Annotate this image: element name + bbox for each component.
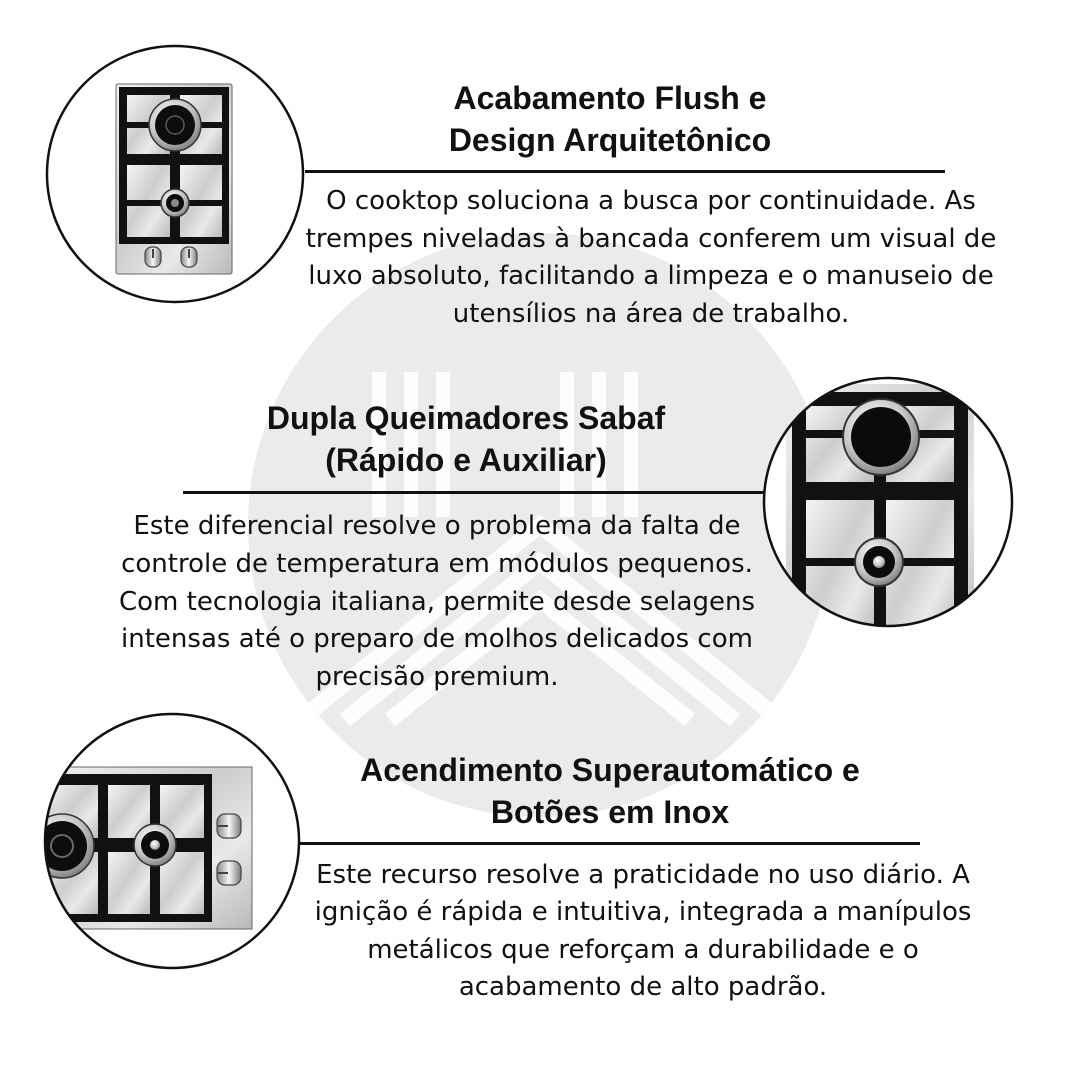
feature-3-heading-line: Acendimento Superautomático e — [360, 752, 860, 788]
feature-2-description — [90, 508, 784, 697]
feature-3-description — [292, 857, 994, 1007]
burner-large — [30, 814, 94, 878]
feature-1-description-line: trempes niveladas à bancada conferem um visual de — [305, 223, 997, 254]
burner-rapid — [843, 399, 919, 475]
cooktop-top-view — [116, 84, 232, 274]
feature-1-description-line: luxo absoluto, facilitando a limpeza e o manuseio de — [308, 261, 994, 292]
feature-1-heading-line: Acabamento Flush e — [453, 80, 767, 116]
control-knob — [145, 247, 161, 267]
control-knob — [217, 814, 241, 838]
feature-1-image — [47, 46, 303, 302]
control-knob — [181, 247, 197, 267]
feature-2-heading-line: Dupla Queimadores Sabaf — [266, 400, 666, 436]
feature-3-heading-line: Botões em Inox — [490, 794, 730, 830]
feature-3-description-line: metálicos que reforçam a durabilidade e o — [367, 934, 919, 965]
feature-1-divider — [305, 170, 945, 173]
feature-1-heading-line: Design Arquitetônico — [448, 122, 772, 158]
feature-1-description — [300, 183, 1002, 334]
feature-1-heading — [380, 77, 840, 161]
feature-3-heading — [330, 749, 890, 833]
burner-auxiliary — [855, 538, 903, 586]
feature-2-heading-line: (Rápido e Auxiliar) — [325, 442, 607, 478]
feature-3-description-line: Este recurso resolve a praticidade no uso diário. A — [316, 860, 970, 890]
feature-2-description-line: intensas até o preparo de molhos delicados com — [121, 624, 753, 655]
feature-3-description-line: ignição é rápida e intuitiva, integrada a manípulos — [314, 897, 972, 928]
feature-2-divider — [183, 491, 765, 494]
feature-2-description-line: precisão premium. — [315, 662, 559, 692]
control-knob — [217, 861, 241, 885]
burner-small — [161, 189, 189, 217]
feature-1-description-line: utensílios na área de trabalho. — [452, 299, 850, 330]
burner-small — [134, 824, 176, 866]
feature-2-description-line: Este diferencial resolve o problema da falta de — [133, 511, 741, 541]
feature-2-heading — [236, 397, 696, 481]
feature-2-description-line: controle de temperatura em módulos pequenos. — [121, 548, 753, 579]
feature-3-divider — [300, 842, 920, 845]
feature-1-description-line: O cooktop soluciona a busca por continuidade. As — [326, 186, 976, 216]
burner-large — [149, 99, 201, 151]
feature-3-description-line: acabamento de alto padrão. — [458, 972, 828, 1003]
feature-3-image — [30, 714, 299, 968]
feature-2-description-line: Com tecnologia italiana, permite desde selagens — [118, 586, 756, 617]
